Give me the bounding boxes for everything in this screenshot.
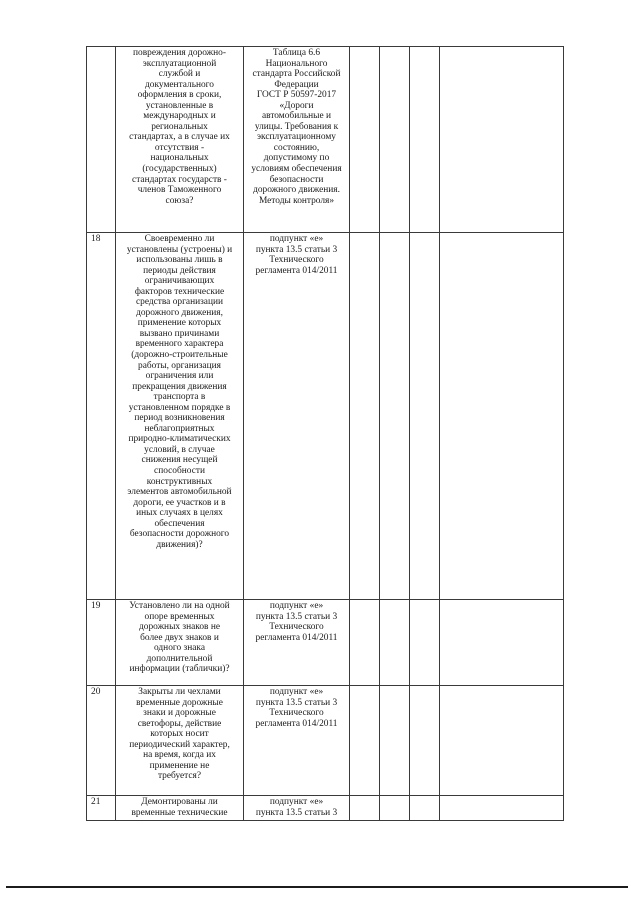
question-cell: Демонтированы ли временные технические xyxy=(116,796,244,821)
no-cell xyxy=(380,796,410,821)
table-row xyxy=(87,233,564,600)
row-number: 19 xyxy=(87,600,116,686)
table-row xyxy=(87,600,564,686)
note-cell xyxy=(440,47,564,233)
yes-cell xyxy=(350,233,380,600)
no-cell xyxy=(380,233,410,600)
row-number xyxy=(87,47,116,233)
not-applicable-cell xyxy=(410,600,440,686)
row-number: 20 xyxy=(87,686,116,796)
no-cell xyxy=(380,686,410,796)
yes-cell xyxy=(350,796,380,821)
question-cell: повреждения дорожно- эксплуатационной службой и документального оформления в сроки, установленные в международных и региональных стандартах, а в случае их отсутствия - национальных (государственных) стандартах государств - членов Таможенного союза? xyxy=(116,47,244,233)
inspection-checklist-table xyxy=(86,46,564,821)
note-cell xyxy=(440,686,564,796)
reference-cell: подпункт «е» пункта 13.5 статьи 3 Технического регламента 014/2011 xyxy=(244,600,350,686)
not-applicable-cell xyxy=(410,796,440,821)
note-cell xyxy=(440,796,564,821)
yes-cell xyxy=(350,47,380,233)
table-row xyxy=(87,796,564,821)
question-cell: Установлено ли на одной опоре временных дорожных знаков не более двух знаков и одного знака дополнительной информации (таблички)? xyxy=(116,600,244,686)
row-number: 18 xyxy=(87,233,116,600)
table-row xyxy=(87,686,564,796)
no-cell xyxy=(380,47,410,233)
not-applicable-cell xyxy=(410,47,440,233)
not-applicable-cell xyxy=(410,686,440,796)
table-row xyxy=(87,47,564,233)
note-cell xyxy=(440,233,564,600)
footer-rule xyxy=(6,886,628,888)
question-cell: Своевременно ли установлены (устроены) и использованы лишь в периоды действия ограничивающих факторов технические средства организации дорожного движения, применение которых вызвано причинами временного характера (дорожно-строительные работы, организация ограничения или прекращения движения транспорта в установленном порядке в период возникновения неблагоприятных природно-климатических условий, в случае снижения несущей способности конструктивных элементов автомобильной дороги, ее участков и в иных случаях в целях обеспечения безопасности дорожного движения)? xyxy=(116,233,244,600)
reference-cell: подпункт «е» пункта 13.5 статьи 3 Технического регламента 014/2011 xyxy=(244,233,350,600)
no-cell xyxy=(380,600,410,686)
yes-cell xyxy=(350,600,380,686)
row-number: 21 xyxy=(87,796,116,821)
reference-cell: Таблица 6.6 Национального стандарта Российской Федерации ГОСТ Р 50597-2017 «Дороги автомобильные и улицы. Требования к эксплуатационному состоянию, допустимому по условиям обеспечения безопасности дорожного движения. Методы контроля» xyxy=(244,47,350,233)
not-applicable-cell xyxy=(410,233,440,600)
yes-cell xyxy=(350,686,380,796)
reference-cell: подпункт «е» пункта 13.5 статьи 3 Технического регламента 014/2011 xyxy=(244,686,350,796)
question-cell: Закрыты ли чехлами временные дорожные знаки и дорожные светофоры, действие которых носит периодический характер, на время, когда их применение не требуется? xyxy=(116,686,244,796)
reference-cell: подпункт «е» пункта 13.5 статьи 3 xyxy=(244,796,350,821)
note-cell xyxy=(440,600,564,686)
